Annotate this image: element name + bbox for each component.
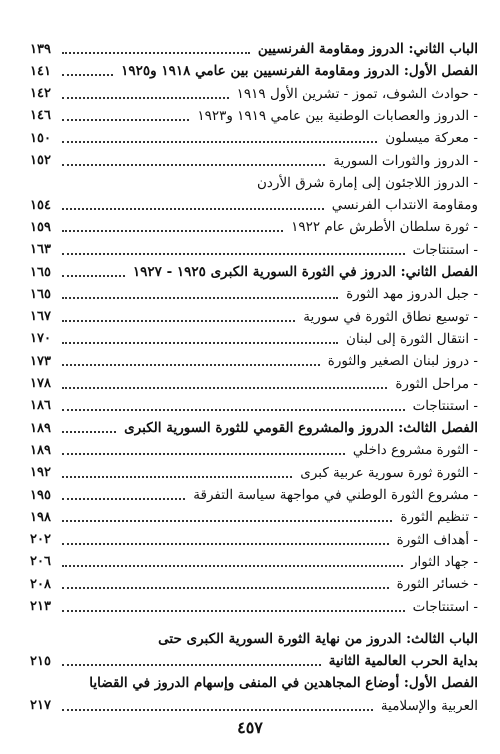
toc-leader-dots <box>62 543 389 545</box>
toc-leader-dots <box>62 275 125 277</box>
toc-entry-page: ١٨٩ <box>30 420 51 436</box>
toc-leader-dots <box>62 364 320 366</box>
toc-leader-dots <box>62 141 377 143</box>
toc-entry <box>30 695 478 717</box>
toc-entry <box>30 38 478 60</box>
toc-entry <box>30 596 478 618</box>
toc-leader-dots <box>62 610 405 612</box>
toc-entry-title: - انتقال الثورة إلى لبنان <box>346 330 478 347</box>
toc-entry-title: - مراحل الثورة <box>395 375 478 392</box>
toc-leader-dots <box>62 230 283 232</box>
toc-leader-dots <box>62 164 325 166</box>
toc-leader-dots <box>62 664 321 666</box>
toc-entry <box>30 150 478 172</box>
toc-entry <box>30 462 478 484</box>
toc-entry-page: ١٤٦ <box>30 108 51 124</box>
toc-entry-page: ١٩٥ <box>30 487 51 503</box>
toc-leader-dots <box>62 709 373 711</box>
toc-entry-page: ٢١٧ <box>30 698 51 714</box>
toc-entry <box>30 194 478 216</box>
toc-entry-title: - الثورة مشروع داخلي <box>352 442 478 459</box>
toc-entry-title: الفصل الأول: الدروز ومقاومة الفرنسيين بين عامي ١٩١٨ و١٩٢٥ <box>121 63 478 80</box>
toc-entry-title: - مشروع الثورة الوطني في مواجهة سياسة التفرقة <box>193 487 478 503</box>
toc-entry <box>30 172 478 194</box>
toc-entry-title: الباب الثاني: الدروز ومقاومة الفرنسيين <box>257 41 478 57</box>
toc-entry-page: ٢١٣ <box>30 599 51 614</box>
toc-entry-title: - تنظيم الثورة <box>400 509 478 526</box>
toc-entry-page: ١٧٨ <box>30 376 51 391</box>
toc-entry-page: ١٥٩ <box>30 219 51 235</box>
toc-entry-page: ١٧٠ <box>30 331 51 347</box>
toc-leader-dots <box>62 297 338 299</box>
toc-leader-dots <box>62 208 324 210</box>
toc-entry-page: ١٦٧ <box>30 309 51 325</box>
toc-entry <box>30 417 478 439</box>
toc-entry-title: - دروز لبنان الصغير والثورة <box>327 353 478 370</box>
toc-leader-dots <box>62 431 116 433</box>
toc-entry-page: ١٩٨ <box>30 509 51 525</box>
toc-entry <box>30 261 478 283</box>
toc-entry <box>30 328 478 350</box>
toc-entry-page: ١٤٢ <box>30 86 51 102</box>
toc-entry-title: - خسائر الثورة <box>396 576 478 593</box>
toc-entry-title: - استنتاجات <box>412 397 478 414</box>
toc-entry-title: بداية الحرب العالمية الثانية <box>328 653 478 670</box>
toc-entry-page: ١٥٤ <box>30 197 51 213</box>
toc-leader-dots <box>62 387 387 389</box>
toc-entry <box>30 373 478 395</box>
toc-entry-title: - معركة ميسلون <box>385 130 478 147</box>
toc-entry-page: ٢١٥ <box>30 653 51 669</box>
page-number: ٤٥٧ <box>237 718 263 737</box>
toc-entry <box>30 283 478 305</box>
toc-leader-dots <box>62 253 405 255</box>
toc-entry-page: ١٨٦ <box>30 398 51 414</box>
toc-entry-title: - حوادث الشوف، تموز - تشرين الأول ١٩١٩ <box>236 85 478 102</box>
toc-entry <box>30 127 478 149</box>
toc-entry-title: ومقاومة الانتداب الفرنسي <box>331 197 478 214</box>
toc-entry <box>30 650 478 672</box>
toc-entry-title: - الدروز والثورات السورية <box>333 152 478 169</box>
toc-entry <box>30 306 478 328</box>
toc-entry <box>30 216 478 238</box>
toc-entry-page: ٢٠٦ <box>30 554 51 570</box>
toc-entry <box>30 573 478 595</box>
toc-entry-page: ١٥٢ <box>30 153 51 168</box>
toc-entry <box>30 105 478 127</box>
toc-entry-title: - جبل الدروز مهد الثورة <box>346 286 478 303</box>
toc-entry <box>30 672 478 694</box>
toc-entry <box>30 350 478 372</box>
toc-entry-title: - الدروز اللاجئون إلى إمارة شرق الأردن <box>257 174 478 191</box>
toc-entry-page: ١٤١ <box>30 63 51 79</box>
toc-leader-dots <box>62 342 338 344</box>
toc-leader-dots <box>62 587 389 589</box>
toc-entry-title: - ثورة سلطان الأطرش عام ١٩٢٢ <box>291 219 478 236</box>
toc-entry-page: ٢٠٢ <box>30 532 51 548</box>
toc-entry <box>30 83 478 105</box>
toc-entry-title: - توسيع نطاق الثورة في سورية <box>303 308 478 325</box>
toc-entry-page: ١٩٢ <box>30 465 51 481</box>
toc-entry-title: العربية والإسلامية <box>380 697 478 714</box>
toc-leader-dots <box>62 498 185 500</box>
toc-leader-dots <box>62 119 189 121</box>
toc-entry-page: ٢٠٨ <box>30 576 51 592</box>
toc-entry-page: ١٦٣ <box>30 242 51 258</box>
toc-entry-title: - الثورة ثورة سورية عربية كبرى <box>300 464 478 481</box>
toc-entry-title: - استنتاجات <box>412 598 478 615</box>
toc-leader-dots <box>62 97 229 99</box>
toc-entry <box>30 628 478 650</box>
toc-entry <box>30 506 478 528</box>
toc-entry-title: الفصل الأول: أوضاع المجاهدين في المنفى وإسهام الدروز في القضايا <box>89 675 478 692</box>
toc-entry-page: ١٣٩ <box>30 41 51 57</box>
toc-entry-page: ١٨٩ <box>30 442 51 458</box>
toc-entry-page: ١٥٠ <box>30 130 51 146</box>
toc-entry <box>30 60 478 82</box>
toc-entry <box>30 439 478 461</box>
toc-entry-title: - جهاد الثوار <box>410 553 478 570</box>
toc-entry <box>30 395 478 417</box>
toc-entry-title: الباب الثالث: الدروز من نهاية الثورة السورية الكبرى حتى <box>158 630 478 647</box>
toc-leader-dots <box>62 320 295 322</box>
toc-leader-dots <box>62 565 403 567</box>
toc-entry-page: ١٧٣ <box>30 353 51 369</box>
toc-entry-title: الفصل الثاني: الدروز في الثورة السورية الكبرى ١٩٢٥ - ١٩٢٧ <box>132 264 478 280</box>
toc-entry-title: - الدروز والعصابات الوطنية بين عامي ١٩١٩ و١٩٢٣ <box>197 107 478 124</box>
toc-leader-dots <box>62 74 113 76</box>
toc-entry <box>30 551 478 573</box>
toc-leader-dots <box>62 453 345 455</box>
toc-entry-page: ١٦٥ <box>30 264 51 280</box>
toc-entry-page: ١٦٥ <box>30 286 51 302</box>
toc-leader-dots <box>62 52 250 54</box>
toc-entry <box>30 529 478 551</box>
toc-entry-title: - أهداف الثورة <box>396 531 478 548</box>
toc-entry-title: الفصل الثالث: الدروز والمشروع القومي للثورة السورية الكبرى <box>124 420 478 437</box>
toc-leader-dots <box>62 476 292 478</box>
toc-leader-dots <box>62 409 405 411</box>
toc-leader-dots <box>62 520 392 522</box>
toc-entry <box>30 484 478 506</box>
toc-entry <box>30 239 478 261</box>
toc-entry-title: - استنتاجات <box>412 241 478 258</box>
